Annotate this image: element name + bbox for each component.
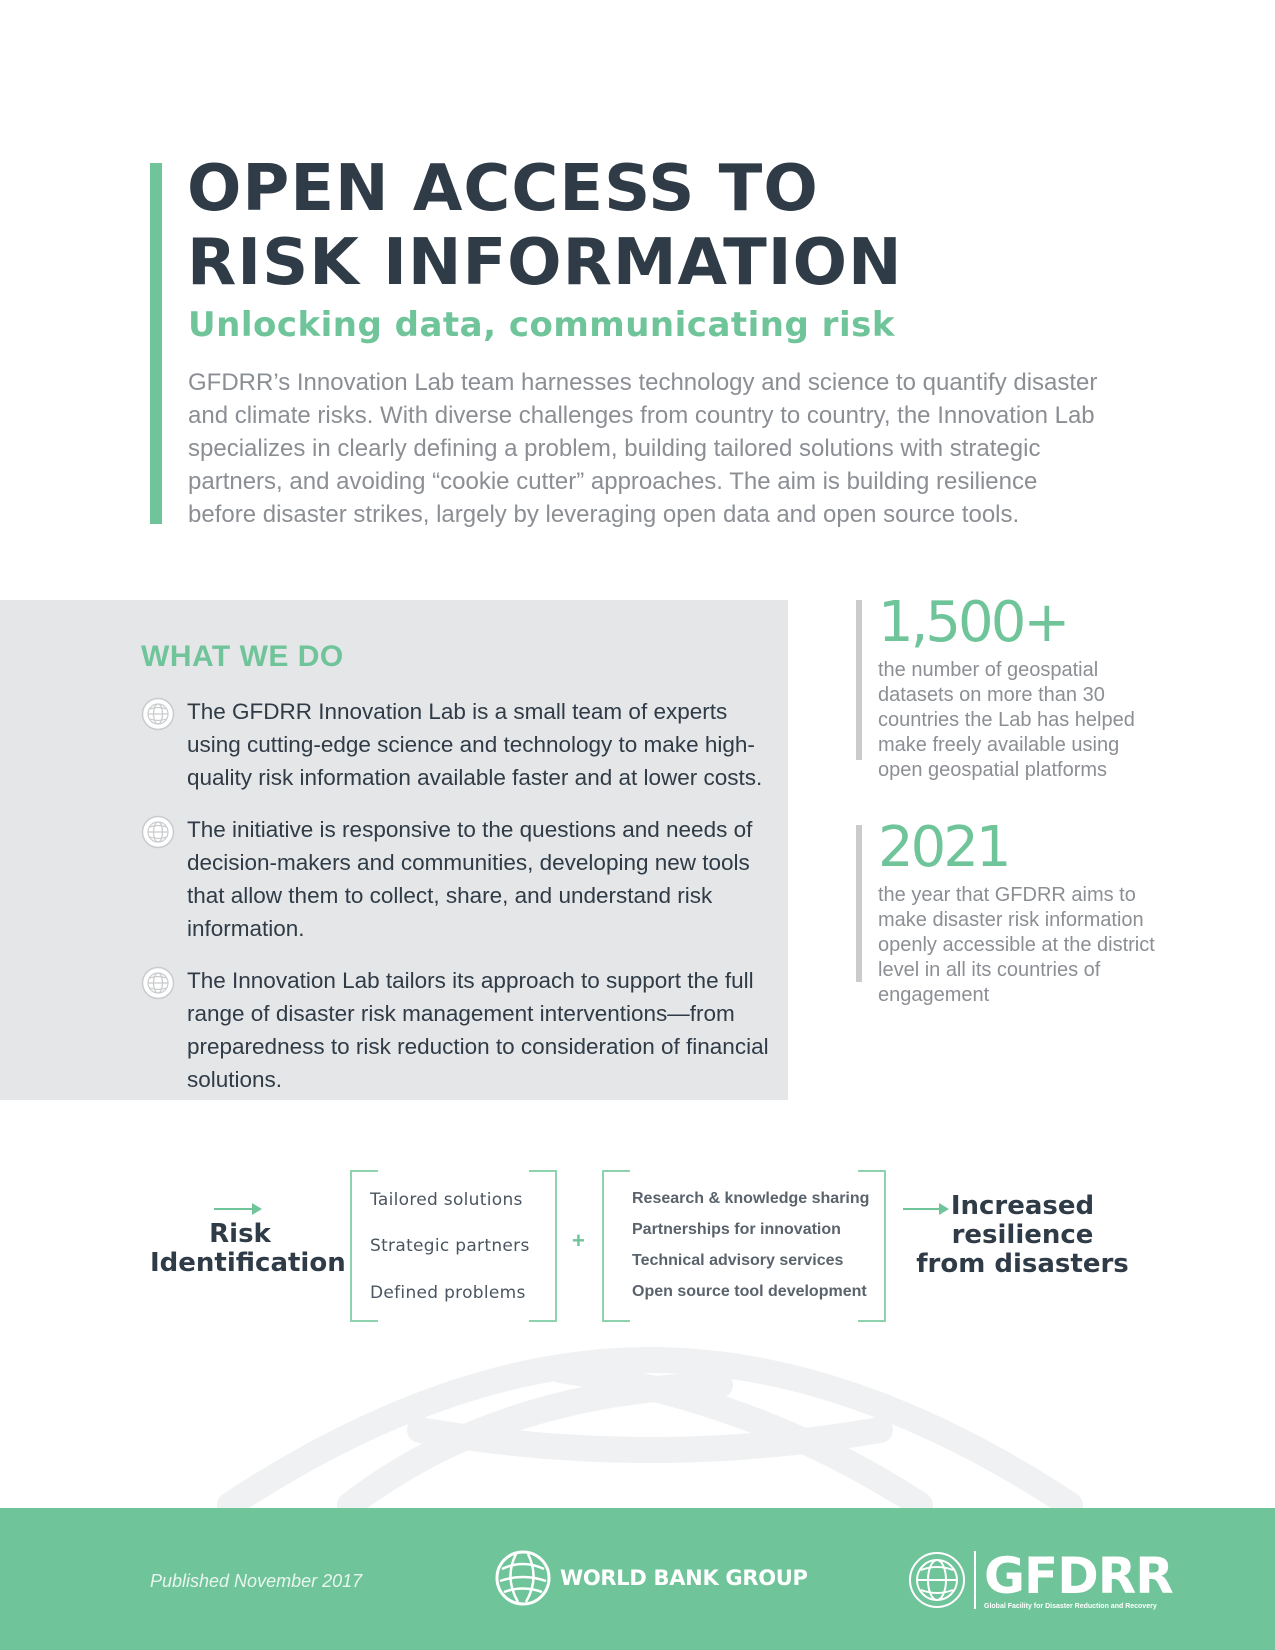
gfdrr-logo [908,1548,1173,1612]
title-line-1: OPEN ACCESS TO [187,152,819,226]
gfdrr-name: GFDRR [984,1546,1173,1605]
approach-item: Tailored solutions [370,1190,523,1210]
gfdrr-divider [974,1551,976,1609]
arrow-icon [214,1208,260,1210]
service-item: Open source tool development [632,1283,867,1300]
world-bank-group-label: WORLD BANK GROUP [560,1566,808,1590]
flow-start-line-2: Identification [150,1248,346,1278]
published-date: Published November 2017 [150,1571,363,1591]
flow-outcome-line-1: Increased [950,1191,1095,1221]
stat-datasets [856,590,1166,781]
flow-outcome-line-3: from disasters [916,1249,1129,1279]
world-bank-group-logo [494,1548,808,1608]
what-we-do-list [141,695,771,1115]
stat-number: 1,500+ [878,590,1068,655]
gfdrr-wordmark [984,1546,1173,1610]
title-line-2: RISK INFORMATION [187,226,903,300]
list-item [141,964,771,1096]
globe-icon [141,815,175,849]
approach-bracket [350,1170,557,1322]
list-item-text: The initiative is responsive to the questions and needs of decision-makers and communities, developing new tools that allow them to collect, share, and understand risk information. [187,817,753,941]
service-item: Partnerships for innovation [632,1221,841,1238]
services-bracket [602,1170,886,1322]
list-item-text: The GFDRR Innovation Lab is a small team of experts using cutting-edge science and technology to make high-quality risk information available faster and at lower costs. [187,699,763,790]
stat-description: the number of geospatial datasets on more than 30 countries the Lab has helped make freely available using open geospatial platforms [878,659,1135,781]
approach-item: Defined problems [370,1283,526,1303]
list-item [141,813,771,945]
service-item: Research & knowledge sharing [632,1190,870,1207]
globe-icon [141,966,175,1000]
stat-target-year [856,815,1166,1006]
gfdrr-full-name: Global Facility for Disaster Reduction and Recovery [984,1602,1157,1610]
flow-outcome-label [915,1192,1130,1279]
stat-description: the year that GFDRR aims to make disaster risk information openly accessible at the district level in all its countries of engagement [878,884,1155,1006]
globe-icon [141,697,175,731]
gfdrr-globe-icon [908,1551,966,1609]
list-item [141,695,771,794]
stat-number: 2021 [878,815,1009,880]
flow-outcome-line-2: resilience [951,1220,1094,1250]
footer [0,1508,1275,1650]
flow-start-label [150,1219,346,1278]
page-title [187,152,1087,300]
service-item: Technical advisory services [632,1252,844,1269]
what-we-do-heading: WHAT WE DO [141,640,344,673]
intro-paragraph: GFDRR’s Innovation Lab team harnesses technology and science to quantify disaster and climate risks. With diverse challenges from country to country, the Innovation Lab specializes in clearly defining a problem, building tailored solutions with strategic partners, and avoiding “cookie cutter” approaches. The aim is building resilience before disaster strikes, largely by leveraging open data and open source tools. [188,369,1098,528]
page-subtitle: Unlocking data, communicating risk [188,305,895,345]
approach-item: Strategic partners [370,1236,530,1256]
process-flow-diagram [0,1170,1275,1325]
title-accent-bar [150,163,162,524]
globe-watermark-graphic [200,1330,1100,1510]
world-bank-globe-icon [494,1549,552,1607]
list-item-text: The Innovation Lab tailors its approach to support the full range of disaster risk management interventions—from preparedness to risk reduction to consideration of financial solutions. [187,968,769,1092]
flow-start-line-1: Risk [209,1219,271,1249]
plus-icon: + [572,1228,585,1253]
